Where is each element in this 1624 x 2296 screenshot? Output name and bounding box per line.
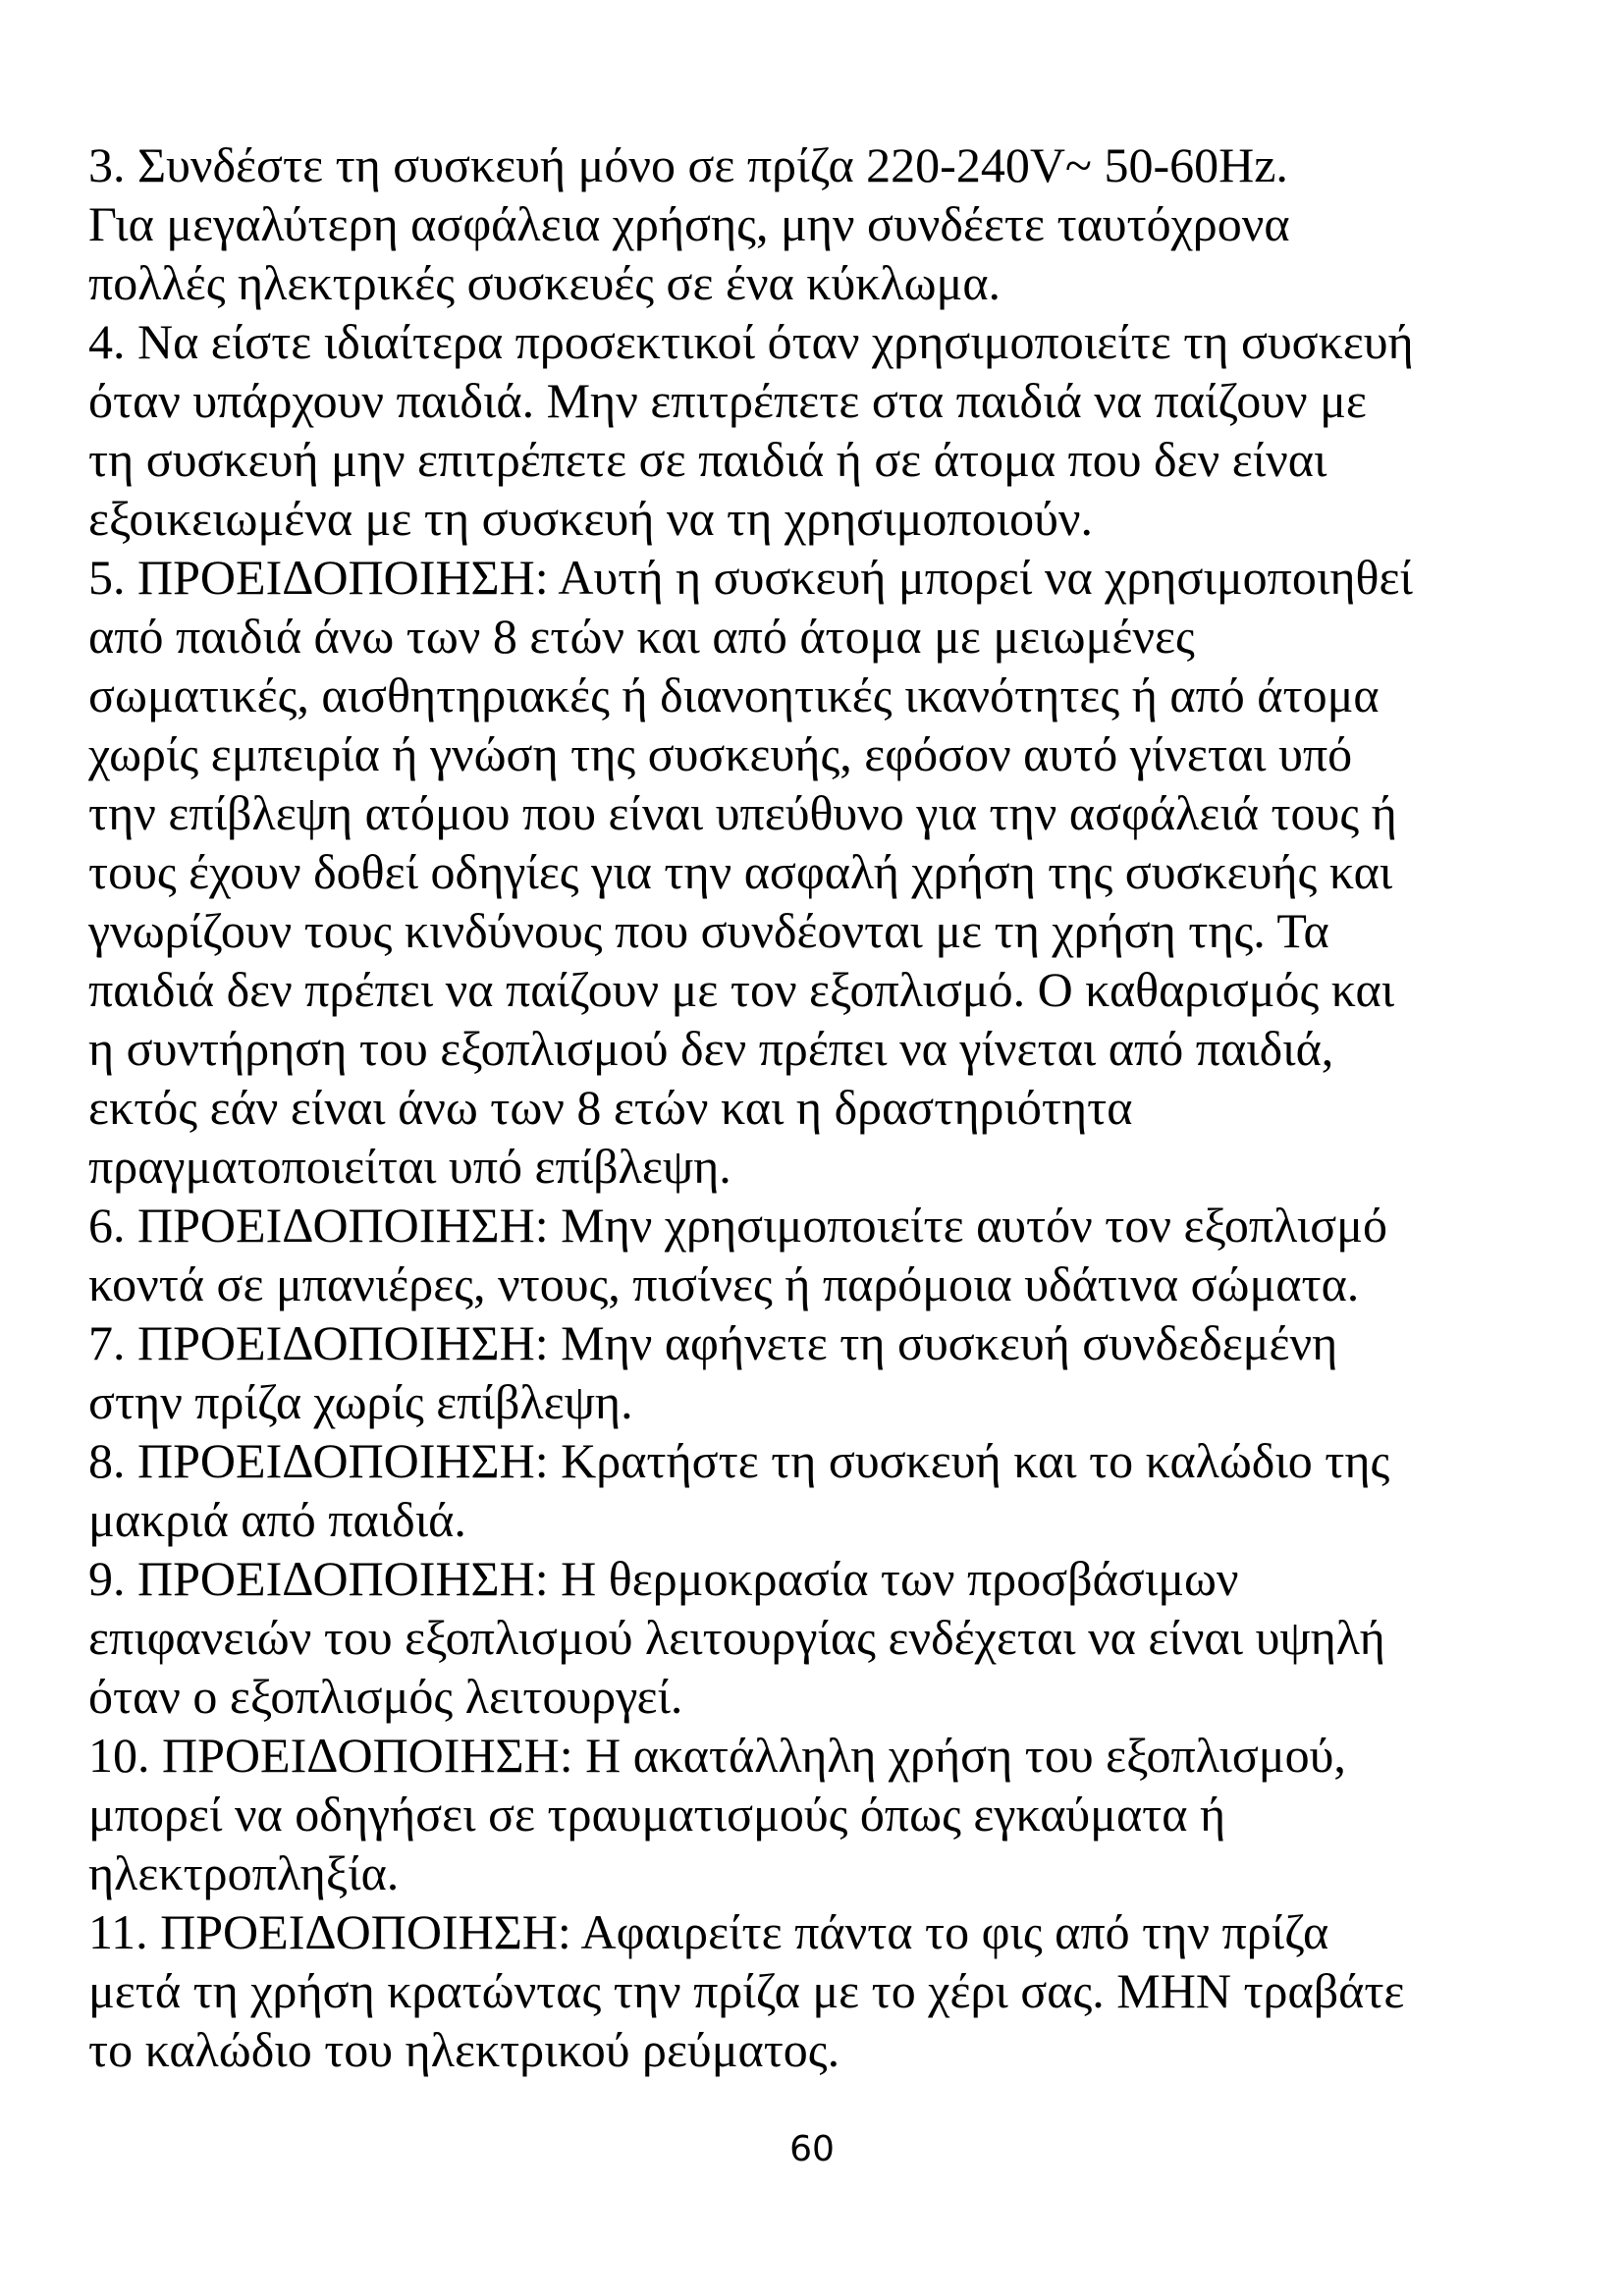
text-line: πολλές ηλεκτρικές συσκευές σε ένα κύκλωμα. <box>88 255 1001 310</box>
text-line: 9. ΠΡΟΕΙΔΟΠΟΙΗΣΗ: Η θερμοκρασία των προσβάσιμων <box>88 1551 1239 1606</box>
text-line: ηλεκτροπληξία. <box>88 1845 400 1900</box>
text-line: όταν ο εξοπλισμός λειτουργεί. <box>88 1669 683 1724</box>
document-body <box>88 135 1561 2079</box>
text-line: Για μεγαλύτερη ασφάλεια χρήσης, μην συνδέετε ταυτόχρονα <box>88 196 1290 251</box>
text-line: η συντήρηση του εξοπλισμού δεν πρέπει να γίνεται από παιδιά, <box>88 1021 1334 1076</box>
text-line: μπορεί να οδηγήσει σε τραυματισμούς όπως εγκαύματα ή <box>88 1787 1226 1842</box>
text-line: χωρίς εμπειρία ή γνώση της συσκευής, εφόσον αυτό γίνεται υπό <box>88 726 1353 781</box>
text-line: 7. ΠΡΟΕΙΔΟΠΟΙΗΣΗ: Μην αφήνετε τη συσκευή συνδεδεμένη <box>88 1315 1338 1370</box>
text-line: πραγματοποιείται υπό επίβλεψη. <box>88 1139 731 1194</box>
text-line: επιφανειών του εξοπλισμού λειτουργίας ενδέχεται να είναι υψηλή <box>88 1610 1385 1665</box>
text-line: 5. ΠΡΟΕΙΔΟΠΟΙΗΣΗ: Αυτή η συσκευή μπορεί να χρησιμοποιηθεί <box>88 550 1413 605</box>
text-line: μετά τη χρήση κρατώντας την πρίζα με το χέρι σας. ΜΗΝ τραβάτε <box>88 1963 1405 2018</box>
text-line: 11. ΠΡΟΕΙΔΟΠΟΙΗΣΗ: Αφαιρείτε πάντα το φις από την πρίζα <box>88 1904 1329 1959</box>
text-line: 6. ΠΡΟΕΙΔΟΠΟΙΗΣΗ: Μην χρησιμοποιείτε αυτόν τον εξοπλισμό <box>88 1198 1387 1253</box>
text-line: 3. Συνδέστε τη συσκευή μόνο σε πρίζα 220-240V~ 50-60Hz. <box>88 137 1288 192</box>
text-line: το καλώδιο του ηλεκτρικού ρεύματος. <box>88 2022 840 2077</box>
text-line: 4. Να είστε ιδιαίτερα προσεκτικοί όταν χρησιμοποιείτε τη συσκευή <box>88 314 1414 369</box>
text-line: σωματικές, αισθητηριακές ή διανοητικές ικανότητες ή από άτομα <box>88 667 1380 722</box>
text-line: παιδιά δεν πρέπει να παίζουν με τον εξοπλισμό. Ο καθαρισμός και <box>88 962 1395 1017</box>
text-line: όταν υπάρχουν παιδιά. Μην επιτρέπετε στα παιδιά να παίζουν με <box>88 373 1367 428</box>
text-line: εκτός εάν είναι άνω των 8 ετών και η δραστηριότητα <box>88 1080 1133 1135</box>
text-line: τους έχουν δοθεί οδηγίες για την ασφαλή χρήση της συσκευής και <box>88 844 1393 899</box>
text-line: τη συσκευή μην επιτρέπετε σε παιδιά ή σε άτομα που δεν είναι <box>88 432 1327 487</box>
text-line: από παιδιά άνω των 8 ετών και από άτομα με μειωμένες <box>88 609 1195 664</box>
text-line: κοντά σε μπανιέρες, ντους, πισίνες ή παρόμοια υδάτινα σώματα. <box>88 1256 1360 1311</box>
page-number: 60 <box>789 2129 835 2169</box>
text-line: γνωρίζουν τους κινδύνους που συνδέονται με τη χρήση της. Τα <box>88 903 1329 958</box>
text-line: μακριά από παιδιά. <box>88 1492 466 1547</box>
text-line: 8. ΠΡΟΕΙΔΟΠΟΙΗΣΗ: Κρατήστε τη συσκευή και το καλώδιο της <box>88 1433 1390 1488</box>
text-line: την επίβλεψη ατόμου που είναι υπεύθυνο για την ασφάλειά τους ή <box>88 785 1397 840</box>
text-line: στην πρίζα χωρίς επίβλεψη. <box>88 1374 633 1429</box>
text-line: 10. ΠΡΟΕΙΔΟΠΟΙΗΣΗ: Η ακατάλληλη χρήση του εξοπλισμού, <box>88 1728 1346 1783</box>
text-line: εξοικειωμένα με τη συσκευή να τη χρησιμοποιούν. <box>88 491 1093 546</box>
